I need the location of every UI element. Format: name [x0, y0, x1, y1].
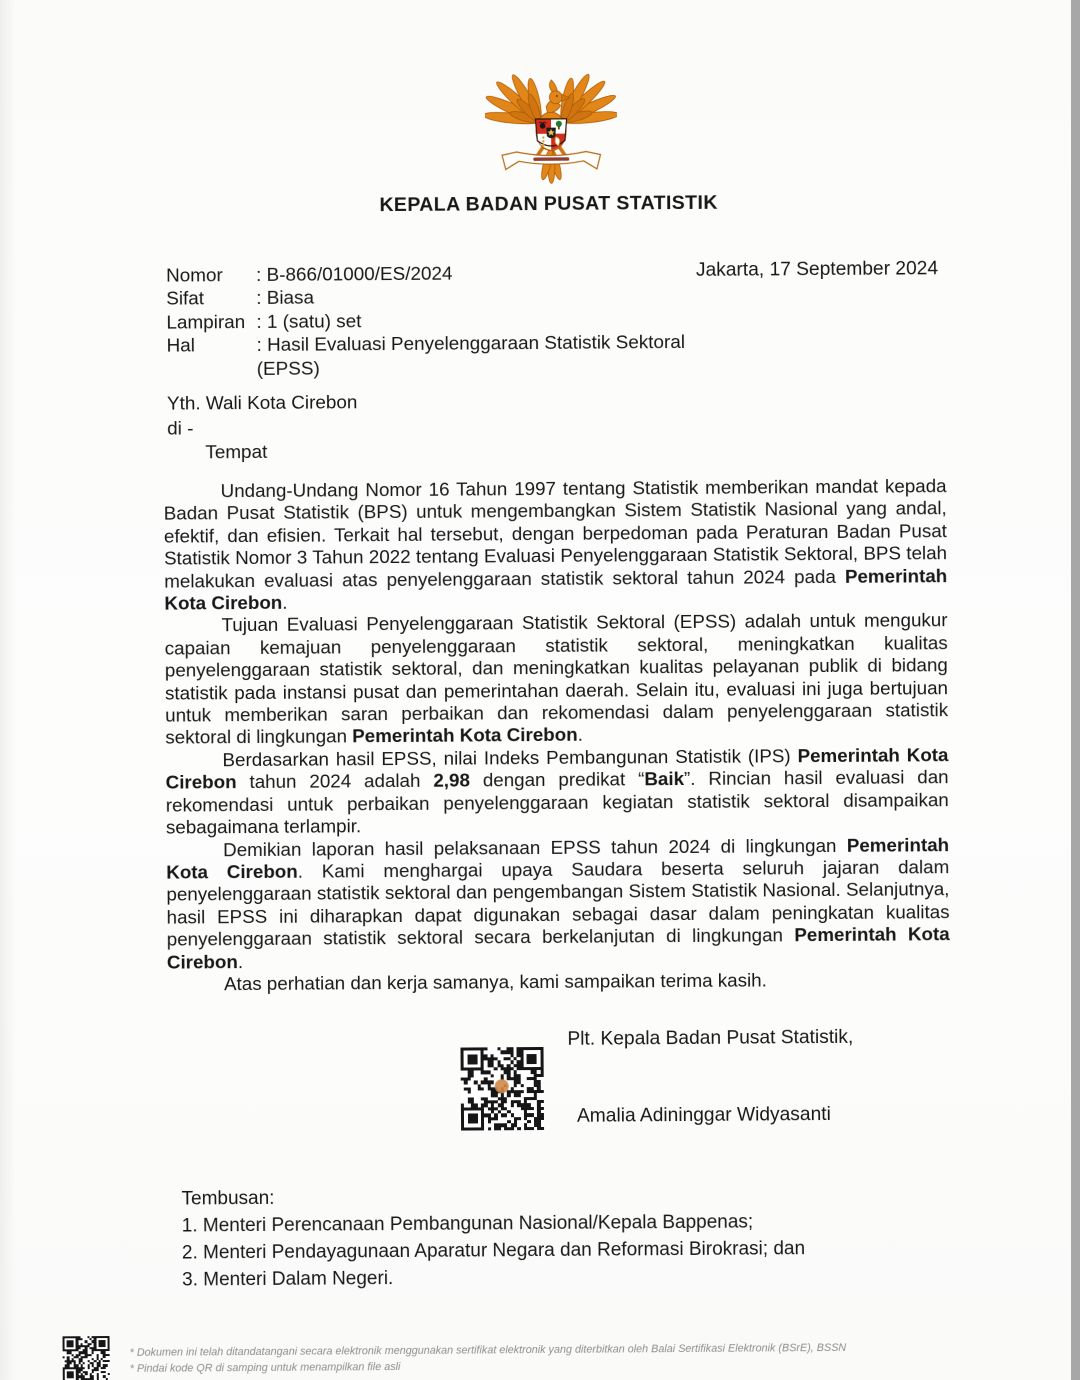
- meta-value: : 1 (satu) set: [256, 311, 362, 333]
- tembusan-block: [181, 1181, 805, 1293]
- body-paragraph: Undang-Undang Nomor 16 Tahun 1997 tentang Statistik memberikan mandat kepada Badan Pusat Statistik (BPS) untuk mengembangkan Sistem Statistik Nasional yang andal, efektif, dan efisien. Terkait hal tersebut, dengan berpedoman pada Peraturan Badan Pusat Statistik Nomor 3 Tahun 2022 tentang Evaluasi Penyelenggaraan Statistik Sektoral, BPS telah melakukan evaluasi atas penyelenggaraan statistik sektoral tahun 2024 pada Pemerintah Kota Cirebon.: [163, 475, 948, 614]
- meta-value: : Hasil Evaluasi Penyelenggaraan Statistik Sektoral (EPSS): [256, 332, 686, 380]
- meta-row-hal: [167, 331, 737, 382]
- letter-body: [164, 475, 951, 996]
- footnote-line: * Pindai kode QR di samping untuk menampilkan file asli: [129, 1360, 401, 1375]
- recipient-block: [167, 391, 358, 466]
- signature-role: Plt. Kepala Badan Pusat Statistik,: [567, 1026, 854, 1050]
- meta-label: Lampiran: [166, 311, 246, 334]
- tembusan-heading: Tembusan:: [181, 1187, 275, 1210]
- tembusan-item: 2. Menteri Pendayagunaan Aparatur Negara dan Reformasi Birokrasi; dan: [181, 1238, 806, 1264]
- meta-value: : Biasa: [256, 287, 315, 310]
- footer-qr-code-icon: [63, 1336, 110, 1380]
- recipient-di: di -: [167, 417, 194, 440]
- recipient-name: Yth. Wali Kota Cirebon: [166, 392, 358, 415]
- signature-qr-code-icon: [460, 1047, 544, 1131]
- garuda-pancasila-emblem: [485, 61, 618, 186]
- body-paragraph: Berdasarkan hasil EPSS, nilai Indeks Pembangunan Statistik (IPS) Pemerintah Kota Cirebon tahun 2024 adalah 2,98 dengan predikat “Baik”. Rincian hasil evaluasi dan rekomendasi untuk perbaikan penyelenggaraan kegiatan statistik sektoral disampaikan sebagaimana terlampir.: [165, 744, 949, 838]
- footnote-line: * Dokumen ini telah ditandatangani secara elektronik menggunakan sertifikat elektronik yang diterbitkan oleh Balai Sertifikasi Elektronik (BSrE), BSSN: [129, 1341, 847, 1359]
- recipient-place: Tempat: [205, 441, 268, 464]
- garuda-icon: [485, 61, 618, 186]
- body-paragraph: Atas perhatian dan kerja samanya, kami sampaikan terima kasih.: [223, 969, 767, 995]
- meta-label: Hal: [166, 335, 196, 357]
- scan-edge-right: [1071, 0, 1080, 1380]
- letter-date: Jakarta, 17 September 2024: [695, 258, 939, 281]
- meta-label: Nomor: [166, 265, 223, 287]
- meta-value: : B-866/01000/ES/2024: [256, 263, 453, 286]
- letterhead-title: KEPALA BADAN PUSAT STATISTIK: [379, 191, 718, 217]
- signatory-name: Amalia Adininggar Widyasanti: [576, 1103, 831, 1127]
- tembusan-item: 3. Menteri Dalam Negeri.: [182, 1268, 394, 1291]
- body-paragraph: Demikian laporan hasil pelaksanaan EPSS tahun 2024 di lingkungan Pemerintah Kota Cirebon. Kami menghargai upaya Saudara beserta seluruh jajaran dalam penyelenggaraan statistik sektoral dan pengembangan Sistem Statistik Nasional. Selanjutnya, hasil EPSS ini diharapkan dapat digunakan sebagai dasar dalam peningkatan kualitas penyelenggaraan statistik sektoral secara berkelanjutan di lingkungan Pemerintah Kota Cirebon.: [166, 833, 950, 973]
- body-paragraph: Tujuan Evaluasi Penyelenggaraan Statistik Sektoral (EPSS) adalah untuk mengukur capaian kemajuan penyelenggaraan statistik sektoral, meningkatkan kualitas penyelenggaraan statistik sektoral, dan meningkatkan kualitas pelayanan publik di bidang statistik pada instansi pusat dan pemerintahan daerah. Selain itu, evaluasi ini juga bertujuan untuk memberikan saran perbaikan dan rekomendasi dalam penyelenggaraan statistik sektoral di lingkungan Pemerintah Kota Cirebon.: [164, 609, 949, 749]
- letter-meta: [166, 261, 737, 382]
- tembusan-item: 1. Menteri Perencanaan Pembangunan Nasional/Kepala Bappenas;: [181, 1211, 754, 1237]
- meta-label: Sifat: [166, 288, 205, 311]
